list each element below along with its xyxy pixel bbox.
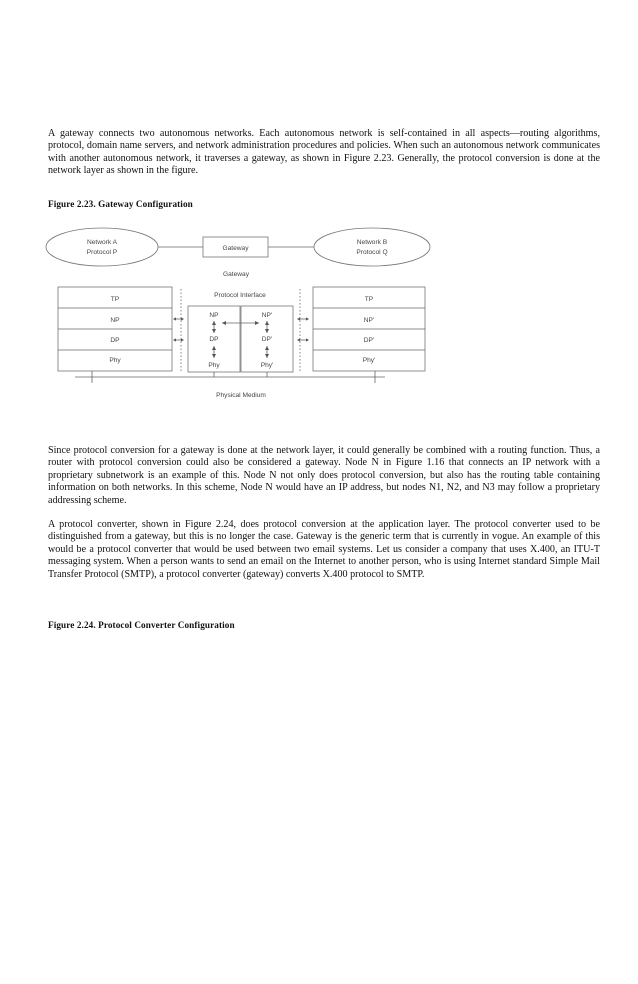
protocol-interface-label: Protocol Interface [214,292,266,299]
network-a-ellipse [46,228,158,266]
left-stack-tp: TP [110,296,120,303]
gateway-left-dp: DP [209,336,219,343]
left-stack-np: NP [110,317,120,324]
left-stack-dp: DP [110,337,120,344]
gateway-configuration-diagram [40,225,440,405]
right-stack-phy-prime: Phy' [362,357,376,364]
right-stack-tp: TP [364,296,374,303]
paragraph-protocol-converter: A protocol converter, shown in Figure 2.24, does protocol conversion at the application layer. The protocol converter used to be distinguished from a gateway, but this is no longer the case. Gateway is the generic term that is currently in vogue. An example of this would be a protocol converter that would be used between two email systems. Let us consider a company that uses X.400, an ITU-T messaging system. When a person wants to send an email on the Internet to another person, who is using Internet standard Simple Mail Transfer Protocol (SMTP), a protocol converter (gateway) converts X.400 protocol to SMTP. [48,519,600,580]
network-a-protocol-label: Protocol P [86,249,118,256]
paragraph-gateway-intro: A gateway connects two autonomous networks. Each autonomous network is self-contained in all aspects—routing algorithms, protocol, domain name servers, and network administration procedures and policies. When such an autonomous network communicates with another autonomous network, it traverses a gateway, as shown in Figure 2.23. Generally, the protocol conversion is done at the network layer as shown in the figure. [48,128,600,177]
physical-medium-label: Physical Medium [216,392,266,399]
network-b-label: Network B [356,239,388,246]
gateway-right-dp-prime: DP' [261,336,273,343]
right-stack-np-prime: NP' [363,317,375,324]
gateway-right-phy-prime: Phy' [260,362,274,369]
figure-caption-2-24: Figure 2.24. Protocol Converter Configuration [48,620,235,630]
network-b-protocol-label: Protocol Q [356,249,388,256]
gateway-right-np-prime: NP' [261,312,273,319]
gateway-stack-label: Gateway [222,271,250,278]
paragraph-router-gateway: Since protocol conversion for a gateway is done at the network layer, it could generally be combined with a routing function. Thus, a router with protocol conversion could also be considered a gateway. Node N in Figure 1.16 that connects an IP network with a proprietary subnetwork is an example of this. Node N not only does protocol conversion, but also has the routing table containing information on both networks. In this scheme, Node N would have an IP address, but nodes N1, N2, and N3 may follow a proprietary addressing scheme. [48,445,600,506]
network-b-ellipse [314,228,430,266]
right-stack-dp-prime: DP' [363,337,375,344]
gateway-box-label: Gateway [222,245,249,252]
gateway-left-phy: Phy [208,362,220,369]
figure-caption-2-23: Figure 2.23. Gateway Configuration [48,199,193,209]
network-a-label: Network A [86,239,118,246]
gateway-left-np: NP [209,312,219,319]
left-stack-phy: Phy [109,357,121,364]
